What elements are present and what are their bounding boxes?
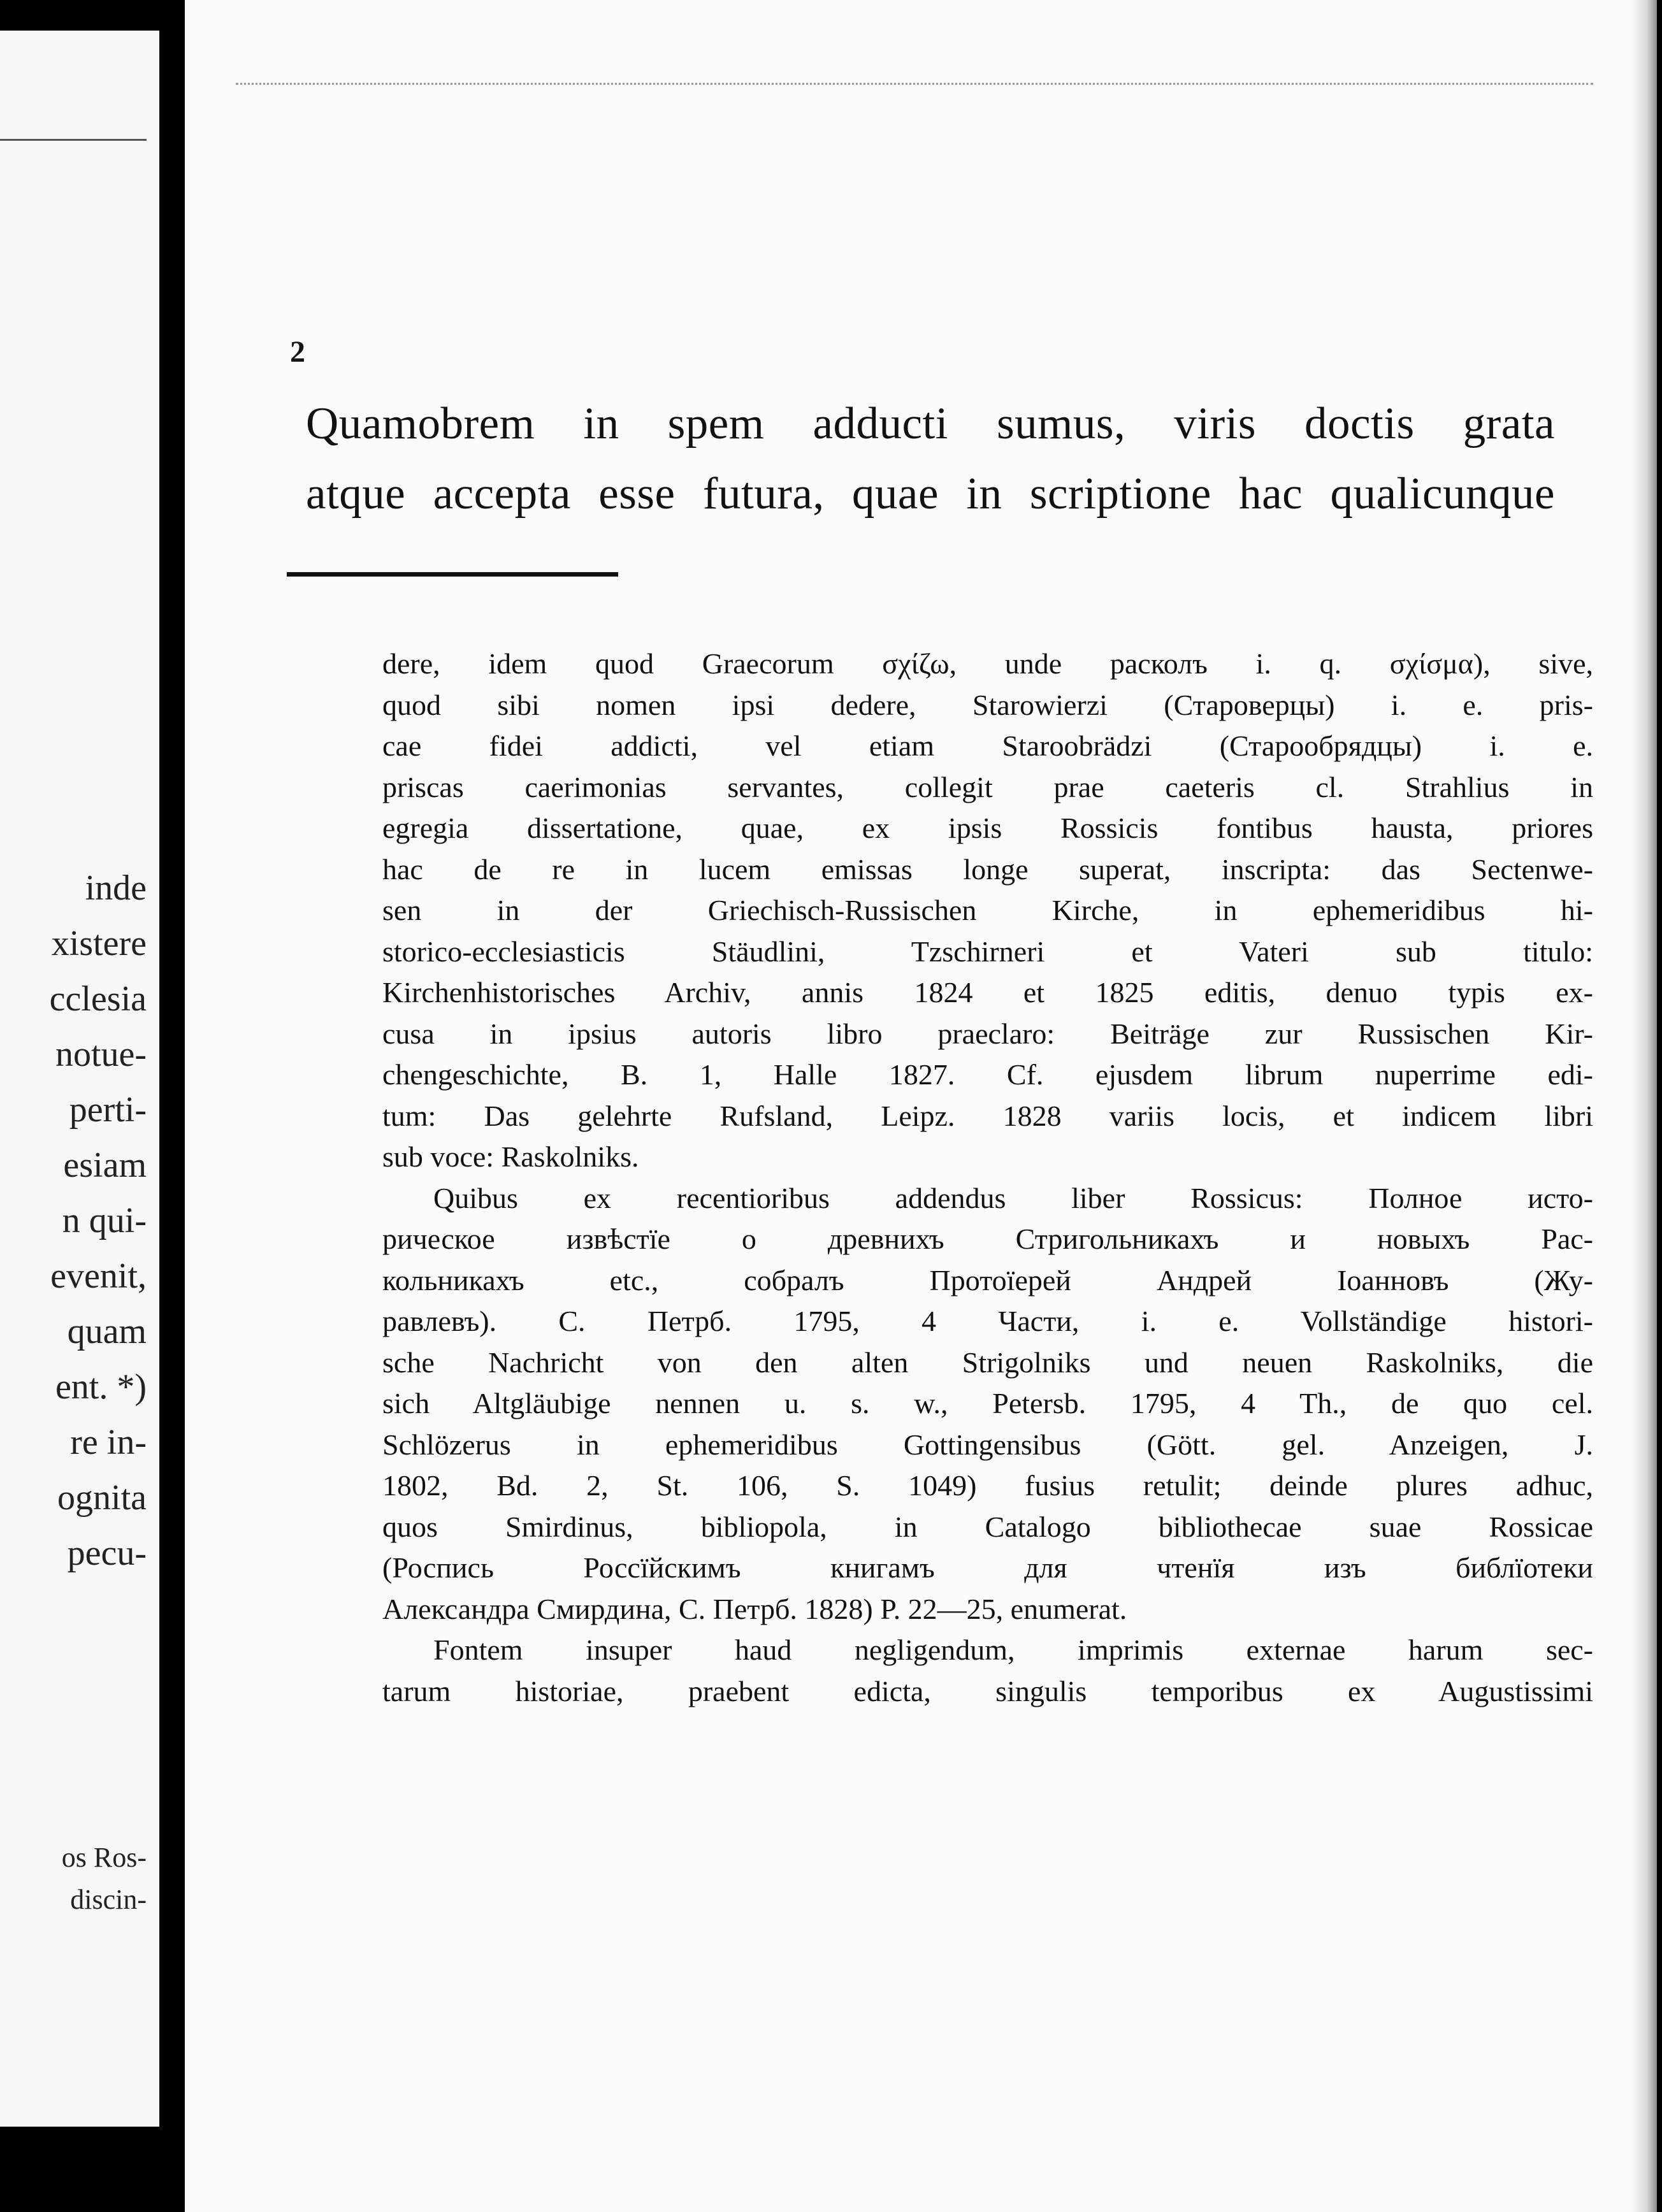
footnote-line: priscas caerimonias servantes, collegit prae caeteris cl. Strahlius in (382, 770, 1593, 803)
footnote-line: (Роспись Россїйскимъ книгамъ для чтенїя изъ библїотеки (382, 1551, 1593, 1584)
main-text-line: atque accepta esse futura, quae in scriptione hac qualicunque (306, 469, 1555, 519)
left-fragment: re in- (70, 1423, 147, 1462)
page-number: 2 (290, 335, 305, 369)
footnote-line: кольникахъ etc., собралъ Протоїерей Андрей Іоанновъ (Жу- (382, 1263, 1593, 1296)
footnote-line: рическое извѣстїе о древнихъ Стригольникахъ и новыхъ Рас- (382, 1223, 1593, 1255)
footnote-line: tum: Das gelehrte Rufsland, Leipz. 1828 variis locis, et indicem libri (382, 1099, 1593, 1132)
footnote-block (382, 643, 1593, 1712)
left-fragment: ent. *) (55, 1367, 147, 1407)
footnote-divider (287, 572, 618, 577)
left-fragment: inde (85, 868, 147, 908)
footnote-line: chengeschichte, B. 1, Halle 1827. Cf. ejusdem librum nuperrime edi- (382, 1058, 1593, 1091)
left-fragment: ognita (57, 1478, 147, 1518)
footnote-line: Александра Смирдина, С. Петрб. 1828) P. 22—25, enumerat. (382, 1592, 1127, 1625)
left-fragment: n qui- (62, 1201, 147, 1240)
main-text-line: Quamobrem in spem adducti sumus, viris doctis grata (306, 399, 1555, 449)
footnote-line: cusa in ipsius autoris libro praeclaro: Beiträge zur Russischen Kir- (382, 1017, 1593, 1050)
left-fragment: esiam (63, 1146, 147, 1185)
left-fragment: xistere (51, 924, 147, 963)
page-right-edge (1631, 0, 1657, 2212)
footnote-line: egregia dissertatione, quae, ex ipsis Rossicis fontibus hausta, priores (382, 812, 1593, 844)
footnote-line: Kirchenhistorisches Archiv, annis 1824 et 1825 editis, denuo typis ex- (382, 976, 1593, 1009)
footnote-line: 1802, Bd. 2, St. 106, S. 1049) fusius retulit; deinde plures adhuc, (382, 1469, 1593, 1502)
left-fragment: os Ros- (61, 1842, 147, 1873)
footnote-line: dere, idem quod Graecorum σχίζω, unde расколъ i. q. σχίσμα), sive, (382, 647, 1593, 680)
footnote-line: Quibus ex recentioribus addendus liber Rossicus: Полное исто- (433, 1181, 1593, 1214)
footnote-line: sen in der Griechisch-Russischen Kirche, in ephemeridibus hi- (382, 894, 1593, 926)
left-facing-page (0, 31, 159, 2127)
left-page-rule (0, 139, 147, 141)
book-page (185, 0, 1657, 2212)
footnote-line: равлевъ). С. Петрб. 1795, 4 Части, i. e. Vollständige histori- (382, 1305, 1593, 1337)
footnote-line: Fontem insuper haud negligendum, imprimis externae harum sec- (433, 1634, 1593, 1666)
left-fragment: notue- (55, 1035, 147, 1074)
footnote-line: tarum historiae, praebent edicta, singulis temporibus ex Augustissimi (382, 1674, 1593, 1707)
left-fragment: quam (67, 1312, 147, 1351)
footnote-line: storico-ecclesiasticis Stäudlini, Tzschirneri et Vateri sub titulo: (382, 935, 1593, 968)
left-fragment: evenit, (50, 1256, 147, 1296)
footnote-line: quod sibi nomen ipsi dedere, Starowierzi (Староверцы) i. e. pris- (382, 688, 1593, 721)
footnote-line: cae fidei addicti, vel etiam Staroobrädzi (Старообрядцы) i. e. (382, 729, 1593, 762)
footnote-line: sich Altgläubige nennen u. s. w., Petersb. 1795, 4 Th., de quo cel. (382, 1387, 1593, 1419)
footnote-line: quos Smirdinus, bibliopola, in Catalogo bibliothecae suae Rossicae (382, 1510, 1593, 1543)
left-fragment: perti- (69, 1090, 147, 1130)
left-fragment: pecu- (67, 1533, 147, 1573)
book-spine-gutter (159, 45, 185, 2166)
footnote-paragraph (382, 643, 1593, 1178)
left-fragment: discin- (70, 1884, 147, 1915)
footnote-paragraph (382, 1178, 1593, 1630)
footnote-paragraph (382, 1630, 1593, 1712)
page-top-edge (236, 83, 1593, 85)
footnote-line: sub voce: Raskolniks. (382, 1140, 639, 1173)
footnote-line: hac de re in lucem emissas longe superat, inscripta: das Sectenwe- (382, 852, 1593, 886)
footnote-line: Schlözerus in ephemeridibus Gottingensibus (Gött. gel. Anzeigen, J. (382, 1428, 1593, 1461)
left-fragment: cclesia (49, 979, 147, 1019)
footnote-line: sche Nachricht von den alten Strigolniks und neuen Raskolniks, die (382, 1346, 1593, 1379)
